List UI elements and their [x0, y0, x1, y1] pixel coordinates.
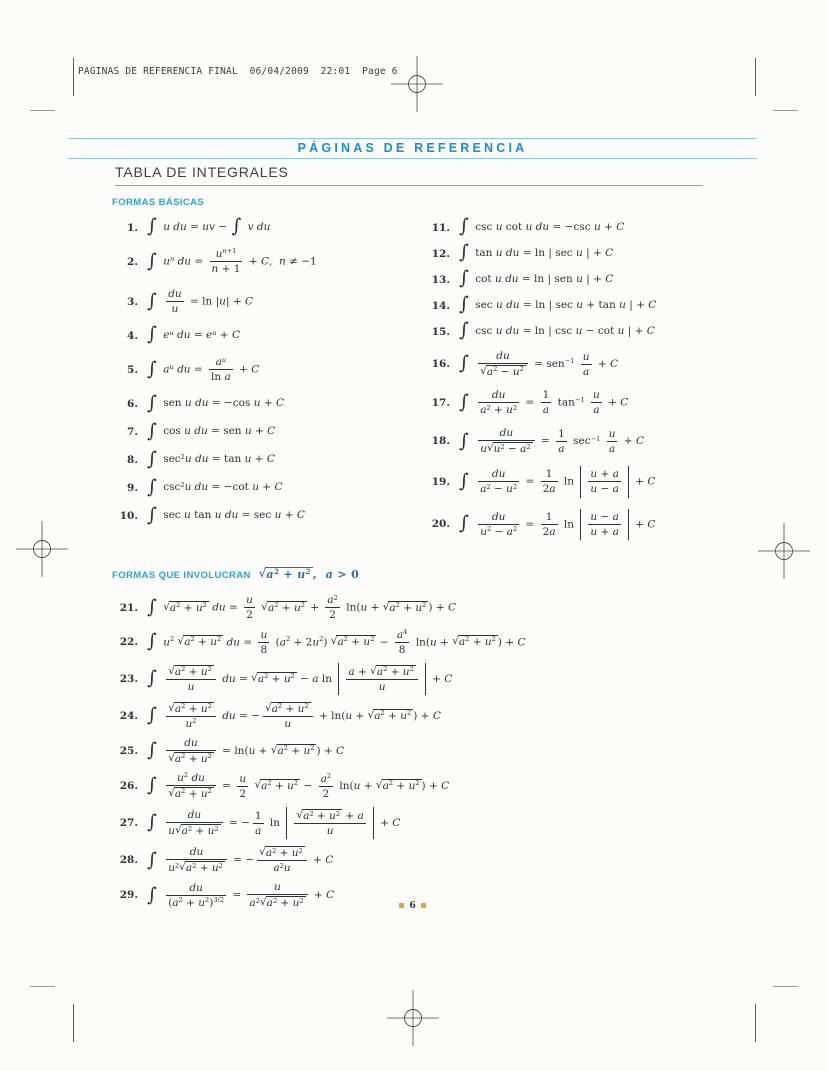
integral-row — [112, 475, 416, 498]
integral-row — [424, 350, 764, 378]
crop-mark — [30, 110, 55, 111]
integral-number: 26. — [119, 780, 138, 793]
integral-number: 19. — [431, 475, 450, 488]
integral-number: 27. — [119, 817, 138, 830]
integral-formula: ∫ u du = uv − ∫ v du — [147, 215, 271, 238]
basic-forms-columns — [112, 215, 764, 551]
integral-list — [112, 594, 764, 909]
integral-row — [424, 267, 764, 290]
integral-formula: ∫ u2 √a2 + u2 du = $\frac{u}{8}$ (a2 + 2u2) √a2 + u2 − $\frac{a4}{8}$ ln(u + √a2 + u2 ) + C — [147, 627, 526, 656]
orange-square-icon — [399, 903, 404, 908]
crop-mark — [73, 1004, 74, 1042]
integral-number: 16. — [431, 358, 450, 371]
integral-number: 1. — [127, 221, 138, 234]
integral-formula: ∫ sec u tan u du = sec u + C — [147, 503, 305, 526]
integral-column-left — [112, 215, 416, 551]
integral-formula: ∫ $\frac{du}{√a2 - u2}$ = sen−1 $\frac{u}{a}$ + C — [459, 350, 619, 379]
integral-number: 11. — [431, 221, 450, 234]
integral-formula: ∫ csc u du = ln | csc u − cot u | + C — [459, 319, 655, 342]
integral-formula: ∫ $\frac{du}{√a2 + u2}$ = ln(u + √a2 + u2 ) + C — [147, 736, 345, 765]
integral-number: 22. — [119, 636, 138, 649]
heading-label: FORMAS BÁSICAS — [112, 197, 205, 208]
table-title: TABLA DE INTEGRALES — [115, 164, 289, 180]
integral-row — [424, 466, 764, 497]
content-area — [112, 197, 764, 917]
crop-mark — [773, 986, 798, 987]
integral-number: 5. — [127, 363, 138, 376]
integral-formula: ∫ $\frac{du}{a2 - u2}$ = $\frac{1}{2a}$ ln $\frac{u + a}{u - a}$ + C — [458, 466, 655, 497]
integral-formula: ∫ un du = $\frac{un+1}{n + 1}$ + C, n ≠ −1 — [147, 247, 317, 276]
integral-formula: ∫ $\frac{du}{u√a2 + u2}$ = − $\frac{1}{a}$ ln $\frac{√a2 + u2 + a}{u}$ + C — [146, 807, 400, 839]
integral-formula: ∫ $\frac{du}{u√u2 - a2}$ = $\frac{1}{a}$ sec−1 $\frac{u}{a}$ + C — [459, 427, 644, 456]
integral-row — [112, 356, 416, 383]
integral-formula: ∫ cot u du = ln | sen u | + C — [459, 267, 614, 290]
integral-row — [424, 215, 764, 238]
integral-row — [112, 663, 764, 695]
integral-number: 4. — [127, 329, 138, 342]
integral-number: 12. — [431, 247, 450, 260]
integral-number: 15. — [431, 325, 450, 338]
page-number: 6 — [409, 900, 416, 911]
crop-mark — [773, 110, 798, 111]
integral-number: 14. — [431, 299, 450, 312]
integral-row — [112, 447, 416, 470]
integral-formula: ∫ $\frac{du}{u2 - a2}$ = $\frac{1}{2a}$ ln $\frac{u - a}{u + a}$ + C — [458, 509, 655, 540]
heading-formas-involucran — [112, 567, 764, 582]
integral-row — [424, 241, 764, 264]
crop-mark — [755, 58, 756, 96]
orange-square-icon — [421, 903, 426, 908]
integral-number: 10. — [119, 509, 138, 522]
proof-slug-line: PAGINAS DE REFERENCIA FINAL 06/04/2009 22:01 Page 6 — [78, 66, 398, 77]
integral-row — [112, 807, 764, 839]
integral-column-right — [424, 215, 764, 551]
integral-row — [112, 288, 416, 315]
integral-number: 6. — [127, 397, 138, 410]
integral-row — [112, 772, 764, 800]
integral-row — [424, 319, 764, 342]
registration-mark-icon — [387, 988, 439, 1048]
registration-mark-icon — [16, 519, 68, 579]
integral-number: 3. — [127, 295, 138, 308]
integral-number: 24. — [119, 709, 138, 722]
integral-number: 20. — [431, 518, 450, 531]
integral-number: 13. — [431, 273, 450, 286]
crop-mark — [30, 986, 55, 987]
integral-formula: ∫ sec2u du = tan u + C — [147, 447, 275, 470]
integral-formula: ∫ $\frac{du}{a2 + u2}$ = $\frac{1}{a}$ tan−1 $\frac{u}{a}$ + C — [459, 389, 629, 417]
integral-formula: ∫ eu du = eu + C — [147, 323, 240, 346]
integral-row — [424, 509, 764, 540]
integral-row — [112, 215, 416, 238]
integral-number: 21. — [119, 601, 138, 614]
integral-number: 7. — [127, 425, 138, 438]
integral-row — [112, 629, 764, 656]
banner — [68, 138, 757, 159]
integral-row — [112, 248, 416, 275]
integral-row — [424, 389, 764, 416]
integral-row — [112, 846, 764, 874]
integral-row — [112, 419, 416, 442]
integral-number: 18. — [431, 435, 450, 448]
integral-row — [112, 594, 764, 621]
heading-math: √a2 + u2 , a > 0 — [258, 566, 360, 581]
registration-mark-icon — [758, 521, 810, 581]
integral-formula: ∫ sen u du = −cos u + C — [147, 391, 285, 414]
crop-mark — [755, 1004, 756, 1042]
integral-formula: ∫ $\frac{du}{u2√a2 + u2}$ = − $\frac{√a2 + u2}{a2u}$ + C — [147, 846, 334, 875]
title-divider — [115, 185, 703, 186]
integral-formula: ∫ cos u du = sen u + C — [147, 419, 276, 442]
integral-number: 25. — [119, 744, 138, 757]
integral-formula: ∫ $\frac{du}{(a2 + u2)3/2}$ = $\frac{u}{a2√a2 + u2}$ + C — [147, 881, 335, 910]
integral-formula: ∫ $\frac{du}{u}$ = ln |u| + C — [147, 288, 253, 316]
integral-number: 8. — [127, 453, 138, 466]
integral-formula: ∫ $\frac{√a2 + u2}{u}$ du = √a2 + u2 − a ln $\frac{a + √a2 + u2}{u}$ + C — [146, 663, 452, 695]
integral-number: 28. — [119, 854, 138, 867]
integral-row — [424, 293, 764, 316]
integral-row — [112, 391, 416, 414]
page-title: PÁGINAS DE REFERENCIA — [297, 141, 528, 155]
integral-formula: ∫ au du = $\frac{au}{\text{ln a}}$ + C — [147, 355, 260, 384]
integral-row — [112, 503, 416, 526]
integral-row — [424, 427, 764, 455]
integral-number: 2. — [127, 255, 138, 268]
integral-formula: ∫ √a2 + u2 du = $\frac{u}{2}$ √a2 + u2 + $\frac{a2}{2}$ ln(u + √a2 + u2 ) + C — [147, 593, 456, 622]
integral-formula: ∫ $\frac{u2 du}{√a2 + u2}$ = $\frac{u}{2}$ √a2 + u2 − $\frac{a2}{2}$ ln(u + √a2 + u2 ) + C — [147, 771, 450, 801]
integral-formula: ∫ sec u du = ln | sec u + tan u | + C — [459, 293, 657, 316]
integral-formula: ∫ $\frac{√a2 + u2}{u2}$ du = − $\frac{√a2 + u2}{u}$ + ln(u + √a2 + u2 ) + C — [147, 701, 441, 730]
integral-formula: ∫ csc2u du = −cot u + C — [147, 475, 283, 498]
integral-row — [112, 323, 416, 346]
integral-number: 17. — [431, 396, 450, 409]
heading-label: FORMAS QUE INVOLUCRAN — [112, 569, 251, 581]
integral-row — [112, 702, 764, 730]
page-number-footer — [68, 901, 757, 911]
crop-mark — [73, 58, 74, 96]
integral-number: 9. — [127, 481, 138, 494]
integral-formula: ∫ tan u du = ln | sec u | + C — [459, 241, 614, 264]
heading-formas-basicas — [112, 197, 764, 208]
integral-number: 29. — [119, 889, 138, 902]
integral-number: 23. — [119, 672, 138, 685]
integral-formula: ∫ csc u cot u du = −csc u + C — [459, 215, 625, 238]
integral-row — [112, 737, 764, 765]
registration-mark-icon — [391, 54, 443, 114]
